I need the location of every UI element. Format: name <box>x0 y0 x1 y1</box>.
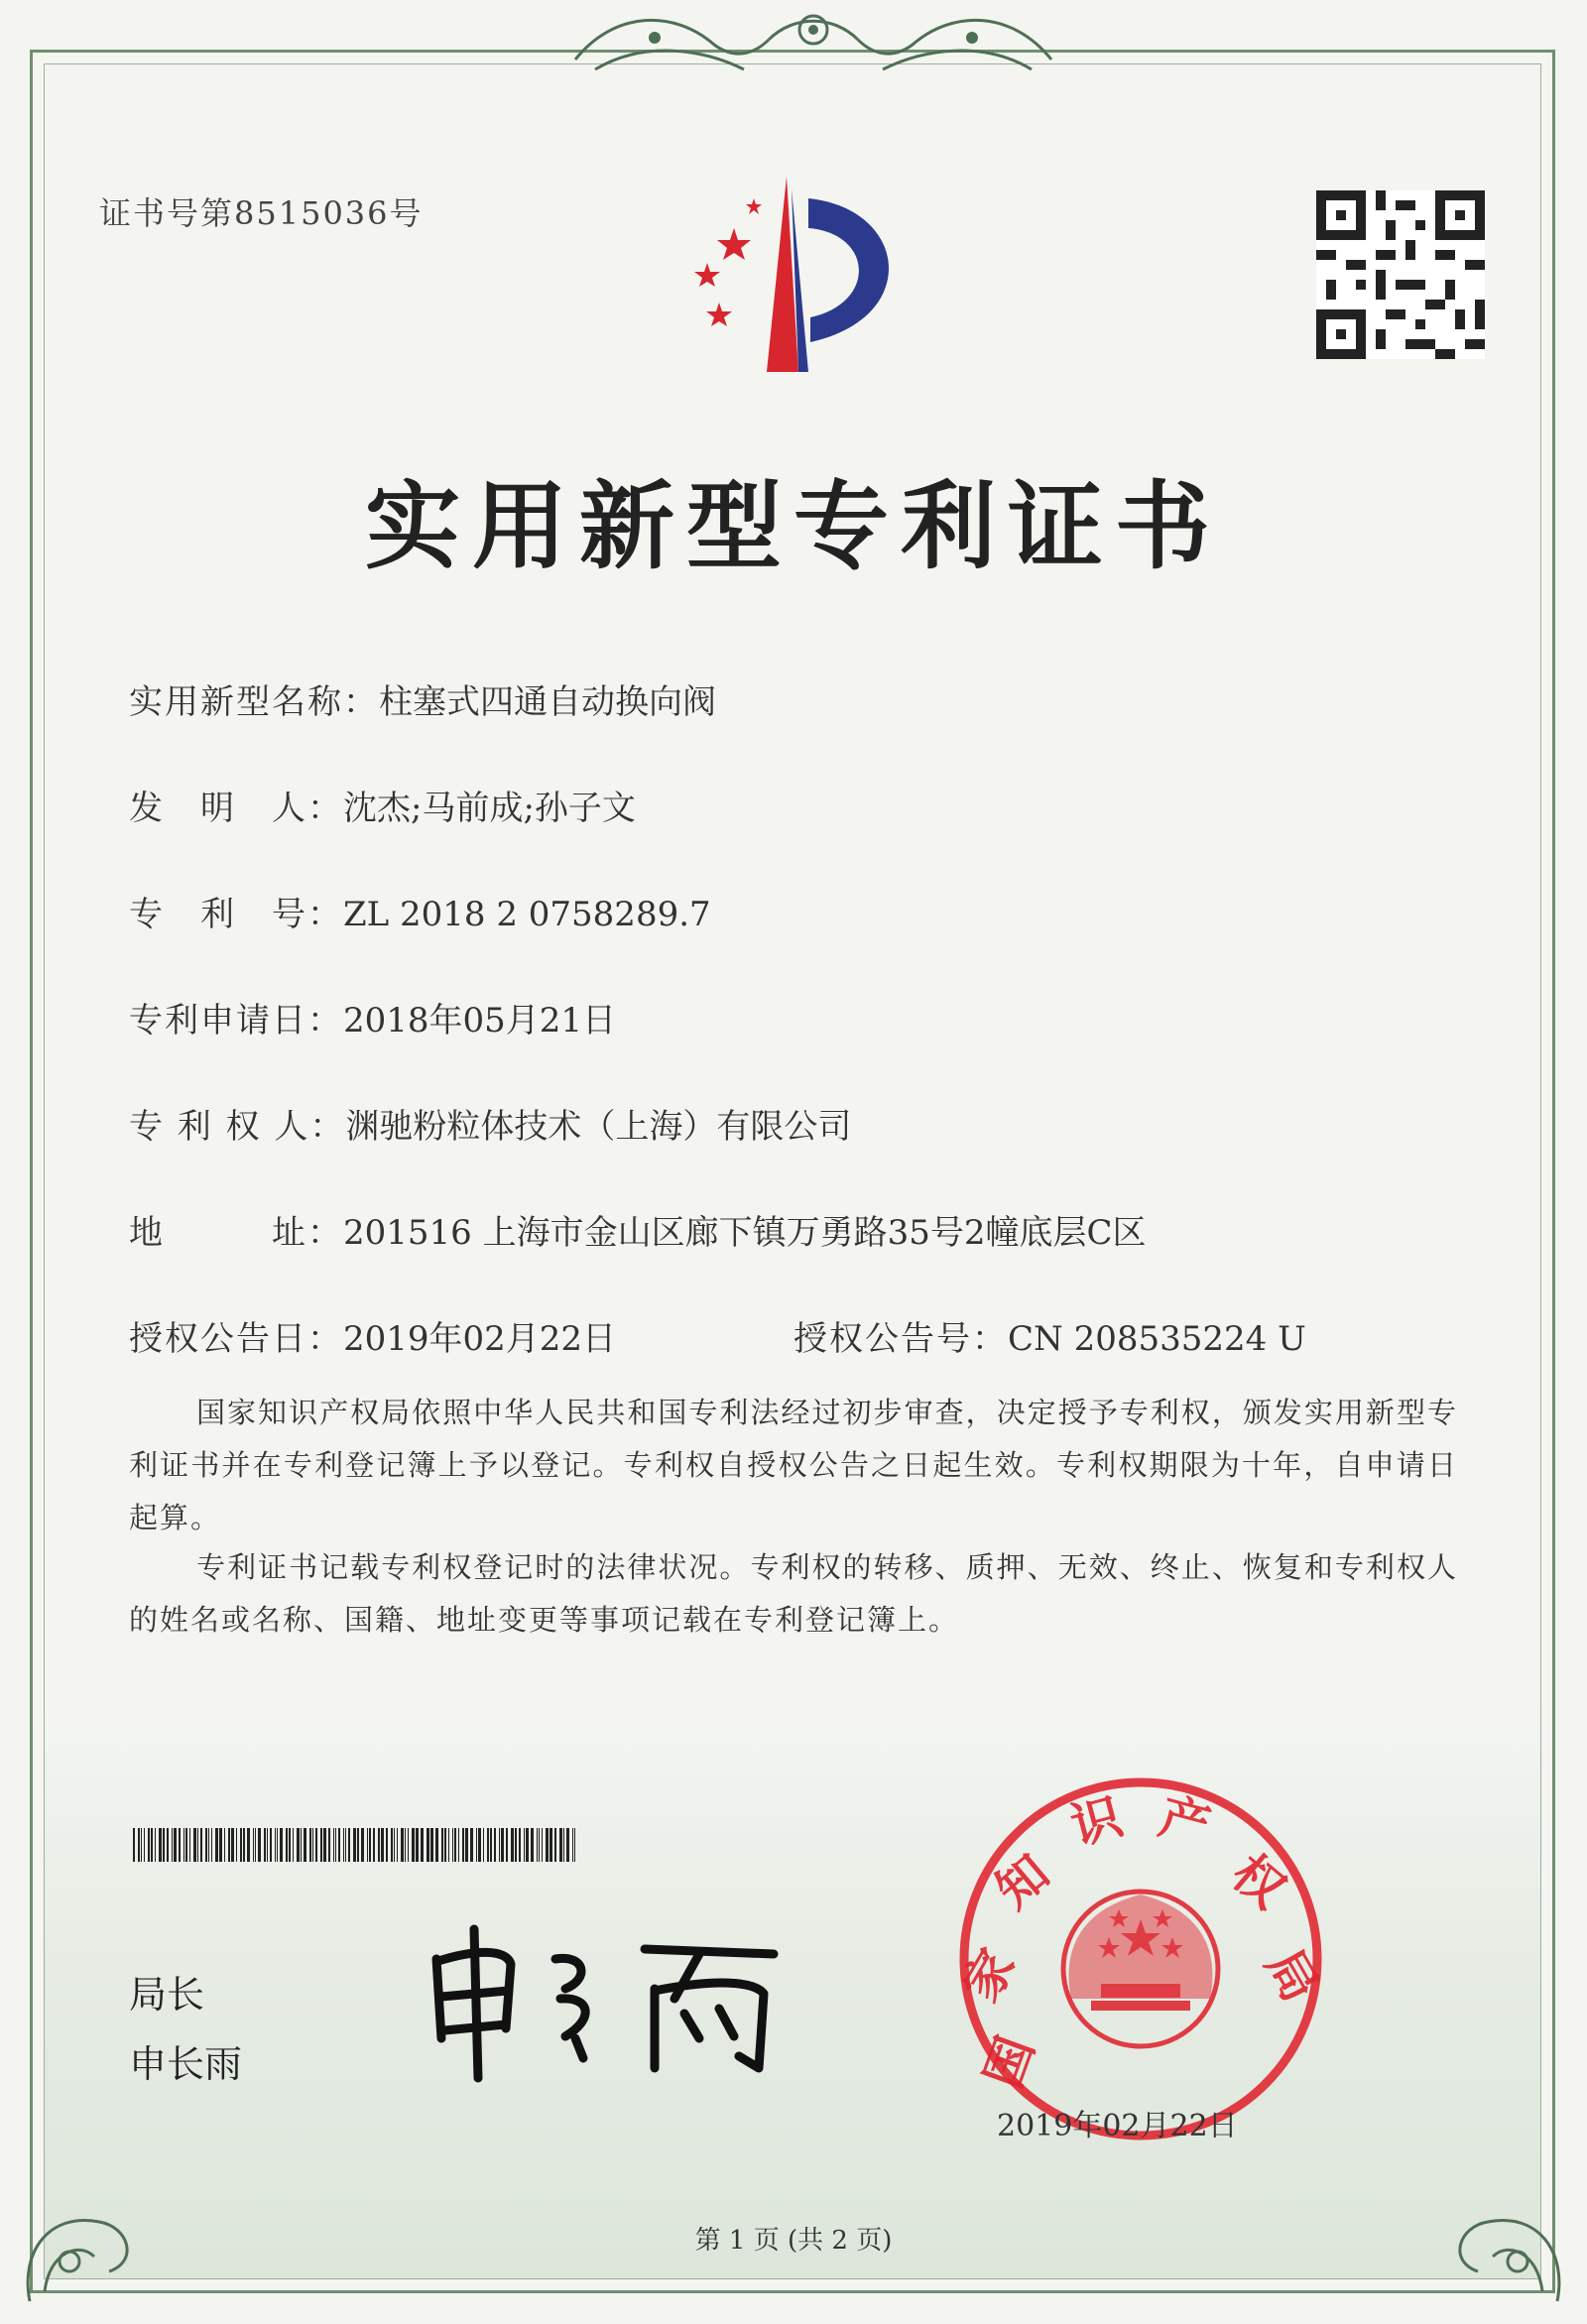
barcode-bar <box>277 1828 278 1862</box>
barcode-bar <box>546 1828 549 1862</box>
barcode-bar <box>270 1828 272 1862</box>
barcode-bar <box>338 1828 340 1862</box>
barcode-bar <box>155 1828 156 1862</box>
barcode-bar <box>458 1828 459 1862</box>
barcode-bar <box>373 1828 375 1862</box>
barcode-bar <box>320 1828 322 1862</box>
barcode-bar <box>476 1828 477 1862</box>
apply-date-label: 专利申请日： <box>129 1001 343 1040</box>
row-address <box>129 1205 1147 1254</box>
barcode-bar <box>335 1828 336 1862</box>
barcode-bar <box>309 1828 311 1862</box>
barcode-bar <box>367 1828 368 1862</box>
barcode-bar <box>240 1828 242 1862</box>
barcode-bar <box>141 1828 142 1862</box>
barcode-bar <box>224 1828 225 1862</box>
top-ornament <box>555 0 1071 94</box>
patent-no-label: 专 利 号： <box>129 895 343 934</box>
barcode-bar <box>554 1828 556 1862</box>
barcode-bar <box>151 1828 153 1862</box>
barcode-bar <box>452 1828 453 1862</box>
barcode-bar <box>444 1828 446 1862</box>
barcode-bar <box>394 1828 395 1862</box>
barcode-bar <box>401 1828 404 1862</box>
barcode-bar <box>353 1828 356 1862</box>
barcode-bar <box>386 1828 388 1862</box>
barcode-bar <box>421 1828 424 1862</box>
address-value: 201516 上海市金山区廊下镇万勇路35号2幢底层C区 <box>343 1213 1147 1253</box>
barcode-bar <box>193 1828 196 1862</box>
barcode-bar <box>264 1828 266 1862</box>
barcode-bar <box>348 1828 350 1862</box>
barcode-bar <box>499 1828 500 1862</box>
barcode-bar <box>494 1828 496 1862</box>
row-inventor <box>129 781 636 829</box>
barcode-bar <box>501 1828 504 1862</box>
barcode-bar <box>312 1828 313 1862</box>
barcode-bar <box>465 1828 468 1862</box>
barcode-bar <box>537 1828 538 1862</box>
barcode-bar <box>189 1828 190 1862</box>
barcode-bar <box>397 1828 398 1862</box>
barcode-bar <box>478 1828 481 1862</box>
barcode-bar <box>369 1828 371 1862</box>
barcode-bar <box>539 1828 540 1862</box>
barcode-bar <box>197 1828 198 1862</box>
barcode-bar <box>416 1828 419 1862</box>
barcode-bar <box>148 1828 150 1862</box>
barcode-bar <box>144 1828 145 1862</box>
patent-no-value: ZL 2018 2 0758289.7 <box>343 895 711 934</box>
barcode-bar <box>378 1828 380 1862</box>
barcode-bar <box>435 1828 438 1862</box>
seal-char: 局 <box>1255 1939 1329 2012</box>
director-name: 申长雨 <box>129 2042 243 2086</box>
barcode-bar <box>559 1828 562 1862</box>
seal-char: 家 <box>952 1939 1027 2012</box>
barcode-bar <box>381 1828 384 1862</box>
barcode-bar <box>408 1828 409 1862</box>
barcode-bar <box>315 1828 317 1862</box>
seal-char: 国 <box>974 2028 1045 2096</box>
paragraph-grant-statement: 国家知识产权局依照中华人民共和国专利法经过初步审查，决定授予专利权，颁发实用新型专利证书并在专利登记簿上予以登记。专利权自授权公告之日起生效。专利权期限为十年，自申请日起算。 <box>129 1396 1458 1534</box>
barcode-bar <box>483 1828 484 1862</box>
qr-code-icon <box>1316 190 1485 359</box>
grant-no-label: 授权公告号： <box>794 1319 1008 1359</box>
name-label: 实用新型名称： <box>129 682 379 722</box>
seal-char: 识 <box>1064 1787 1129 1857</box>
barcode-bar <box>286 1828 288 1862</box>
row-patentee <box>129 1099 851 1148</box>
barcode-bar <box>205 1828 207 1862</box>
name-value: 柱塞式四通自动换向阀 <box>379 682 716 722</box>
certificate-number: 证书号第8515036号 <box>99 194 424 232</box>
barcode-bar <box>133 1828 135 1862</box>
page-number: 第 1 页 (共 2 页) <box>694 2226 893 2256</box>
inventor-label: 发 明 人： <box>129 789 343 828</box>
barcode-bar <box>200 1828 202 1862</box>
barcode-bar <box>487 1828 489 1862</box>
barcode-bar <box>549 1828 552 1862</box>
seal-char: 知 <box>985 1843 1060 1920</box>
certificate-title: 实用新型专利证书 <box>365 471 1222 582</box>
barcode-bar <box>519 1828 521 1862</box>
barcode-bar <box>427 1828 429 1862</box>
barcode-bar <box>247 1828 250 1862</box>
barcode-bar <box>280 1828 283 1862</box>
barcode-bar <box>174 1828 177 1862</box>
seal-char: 产 <box>1153 1787 1217 1857</box>
barcode-bar <box>297 1828 300 1862</box>
barcode-bar <box>524 1828 525 1862</box>
barcode-bar <box>470 1828 473 1862</box>
barcode-bar <box>412 1828 415 1862</box>
barcode-bar <box>163 1828 165 1862</box>
barcode-bar <box>243 1828 245 1862</box>
barcode <box>133 1828 575 1862</box>
barcode-bar <box>515 1828 517 1862</box>
barcode-bar <box>185 1828 187 1862</box>
patentee-value: 渊驰粉粒体技术（上海）有限公司 <box>345 1107 852 1147</box>
paragraph-legal-status: 专利证书记载专利权登记时的法律状况。专利权的转移、质押、无效、终止、恢复和专利权人的姓名或名称、国籍、地址变更等事项记载在专利登记簿上。 <box>129 1550 1458 1637</box>
seal-date: 2019年02月22日 <box>997 2109 1238 2143</box>
barcode-bar <box>267 1828 268 1862</box>
barcode-bar <box>574 1828 575 1862</box>
row-grant-number <box>794 1311 1306 1360</box>
apply-date-value: 2018年05月21日 <box>343 1001 617 1040</box>
barcode-bar <box>441 1828 443 1862</box>
director-title: 局长 <box>129 1973 205 2017</box>
barcode-bar <box>462 1828 464 1862</box>
seal-char: 权 <box>1221 1843 1296 1920</box>
barcode-bar <box>304 1828 306 1862</box>
barcode-bar <box>183 1828 184 1862</box>
row-grant-date <box>129 1311 616 1360</box>
barcode-bar <box>563 1828 564 1862</box>
barcode-bar <box>511 1828 514 1862</box>
barcode-bar <box>138 1828 140 1862</box>
barcode-bar <box>215 1828 218 1862</box>
barcode-bar <box>490 1828 492 1862</box>
barcode-bar <box>531 1828 534 1862</box>
barcode-bar <box>357 1828 359 1862</box>
barcode-bar <box>345 1828 346 1862</box>
barcode-bar <box>255 1828 256 1862</box>
barcode-bar <box>333 1828 334 1862</box>
grant-no-value: CN 208535224 U <box>1008 1319 1306 1359</box>
inventor-value: 沈杰;马前成;孙子文 <box>343 789 636 828</box>
barcode-bar <box>328 1828 330 1862</box>
grant-date-label: 授权公告日： <box>129 1319 343 1359</box>
barcode-bar <box>289 1828 291 1862</box>
row-application-date <box>129 993 616 1041</box>
barcode-bar <box>172 1828 173 1862</box>
barcode-bar <box>231 1828 234 1862</box>
barcode-bar <box>572 1828 573 1862</box>
barcode-bar <box>275 1828 276 1862</box>
address-label: 地 址： <box>129 1213 343 1253</box>
cnipa-logo-icon <box>660 169 937 382</box>
barcode-bar <box>228 1828 230 1862</box>
barcode-bar <box>566 1828 569 1862</box>
barcode-bar <box>258 1828 261 1862</box>
barcode-bar <box>391 1828 393 1862</box>
grant-date-value: 2019年02月22日 <box>343 1319 617 1359</box>
national-emblem-seal-icon <box>952 1771 1329 2147</box>
barcode-bar <box>219 1828 222 1862</box>
barcode-bar <box>211 1828 212 1862</box>
barcode-bar <box>526 1828 529 1862</box>
barcode-bar <box>208 1828 209 1862</box>
barcode-bar <box>167 1828 169 1862</box>
barcode-bar <box>159 1828 162 1862</box>
barcode-bar <box>361 1828 364 1862</box>
barcode-bar <box>454 1828 456 1862</box>
patentee-label: 专 利 权 人： <box>129 1107 346 1147</box>
barcode-bar <box>253 1828 254 1862</box>
barcode-bar <box>236 1828 237 1862</box>
barcode-bar <box>405 1828 406 1862</box>
barcode-bar <box>179 1828 181 1862</box>
barcode-bar <box>448 1828 449 1862</box>
row-utility-model-name <box>129 674 716 723</box>
barcode-bar <box>293 1828 294 1862</box>
handwritten-signature <box>417 1919 803 2088</box>
barcode-bar <box>430 1828 433 1862</box>
barcode-bar <box>301 1828 302 1862</box>
barcode-bar <box>323 1828 326 1862</box>
barcode-bar <box>343 1828 344 1862</box>
barcode-bar <box>506 1828 508 1862</box>
row-patent-number <box>129 887 711 935</box>
barcode-bar <box>542 1828 543 1862</box>
